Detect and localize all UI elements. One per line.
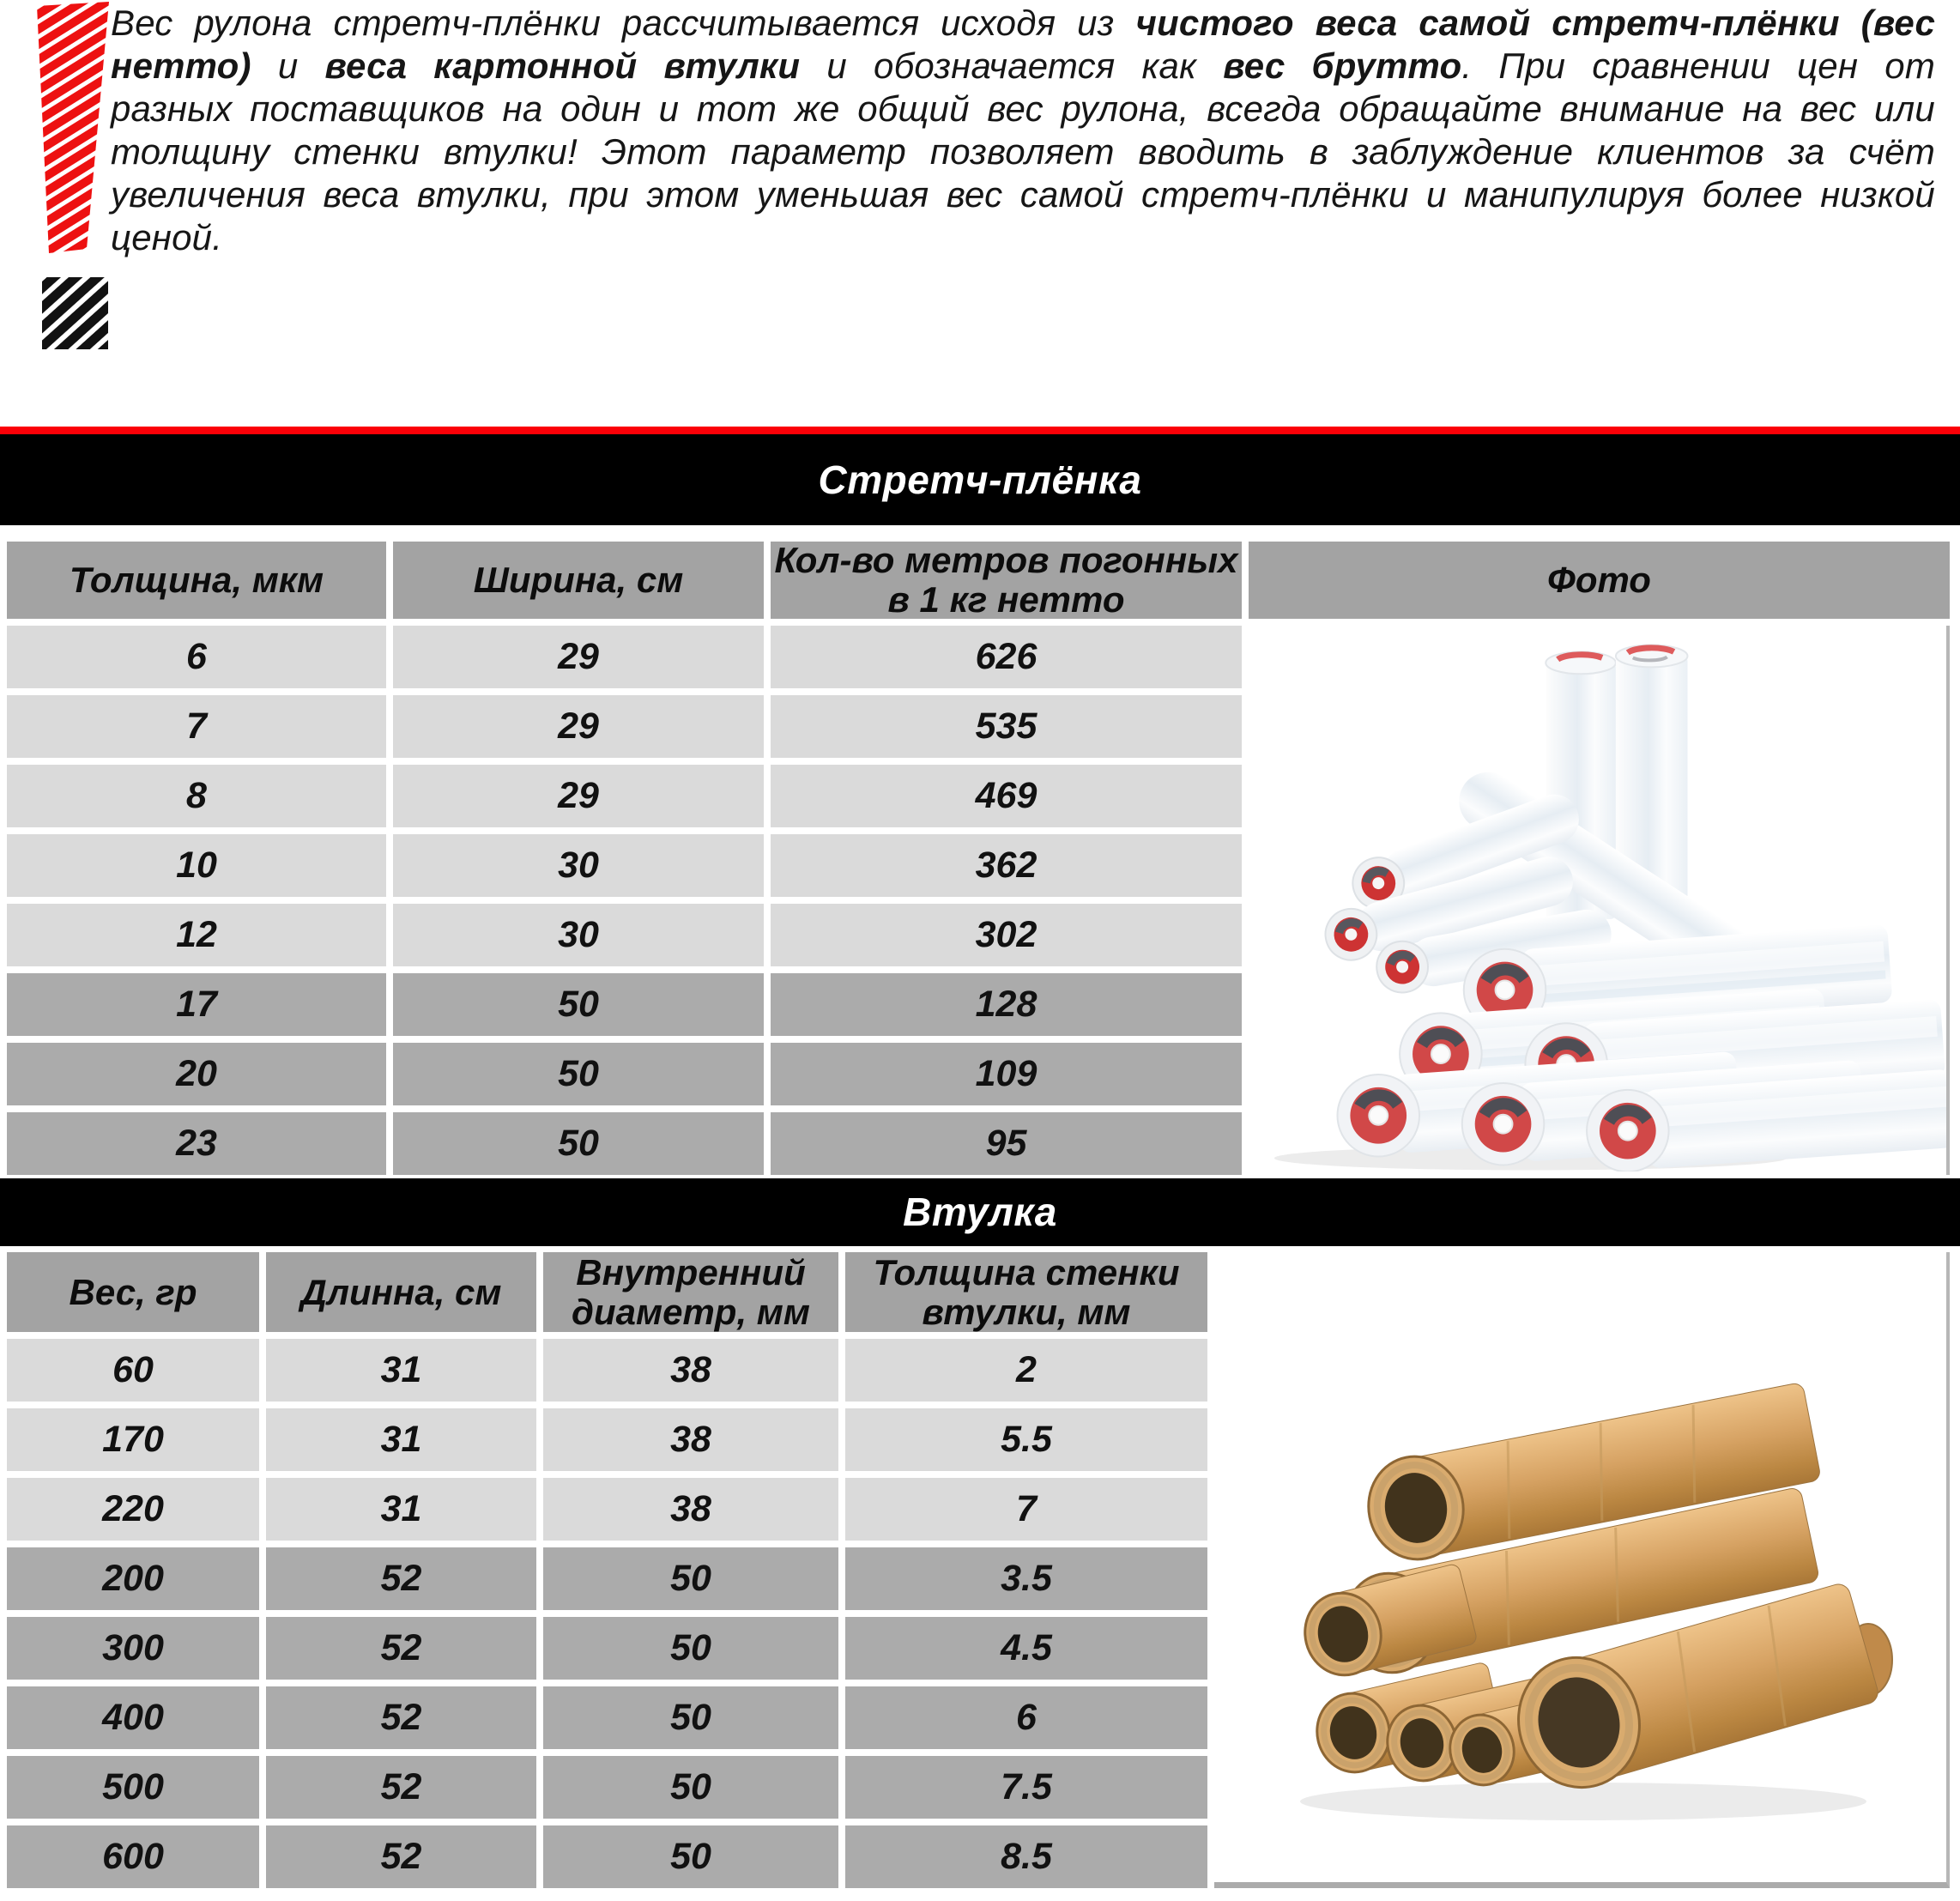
table-cell: 52 [266, 1825, 536, 1888]
table-cell: 38 [543, 1339, 838, 1402]
stretch-film-photo [1249, 626, 1946, 1171]
intro-text [111, 2, 1935, 259]
exclamation-icon [26, 2, 109, 358]
table-cell: 7 [845, 1478, 1207, 1541]
table-cell: 7.5 [845, 1756, 1207, 1819]
intro-segment-bold: чистого веса самой стретч-плёнки (вес нетто) [111, 3, 1936, 86]
table-cell: 50 [543, 1547, 838, 1610]
table-cell: 29 [393, 695, 764, 758]
table-cell: 170 [7, 1408, 259, 1471]
tube-section-title: Втулка [903, 1190, 1057, 1234]
cardboard-tubes-photo [1214, 1252, 1946, 1883]
film-section-title: Стретч-плёнка [818, 457, 1142, 502]
table-cell: 50 [393, 1043, 764, 1105]
tube-photo-cell [1214, 1252, 1950, 1888]
table-cell: 128 [771, 973, 1242, 1036]
table-cell: 50 [543, 1617, 838, 1680]
table-cell: 50 [543, 1825, 838, 1888]
column-header: Кол-во метров погонных в 1 кг нетто [771, 542, 1242, 619]
column-header: Толщина стенки втулки, мм [845, 1252, 1207, 1332]
table-cell: 200 [7, 1547, 259, 1610]
table-cell: 362 [771, 834, 1242, 897]
table-cell: 8.5 [845, 1825, 1207, 1888]
table-cell: 8 [7, 765, 386, 827]
table-cell: 469 [771, 765, 1242, 827]
table-cell: 50 [393, 1112, 764, 1175]
intro-segment-bold: веса картонной втулки [324, 45, 801, 86]
column-header: Фото [1249, 542, 1950, 619]
table-cell: 220 [7, 1478, 259, 1541]
table-cell: 29 [393, 765, 764, 827]
table-cell: 2 [845, 1339, 1207, 1402]
table-cell: 302 [771, 904, 1242, 966]
table-cell: 60 [7, 1339, 259, 1402]
table-cell: 7 [7, 695, 386, 758]
intro-segment: и обозначается как [800, 45, 1224, 86]
table-cell: 500 [7, 1756, 259, 1819]
table-cell: 5.5 [845, 1408, 1207, 1471]
table-cell: 31 [266, 1478, 536, 1541]
table-cell: 6 [7, 626, 386, 688]
table-cell: 38 [543, 1408, 838, 1471]
column-header: Вес, гр [7, 1252, 259, 1332]
table-cell: 31 [266, 1408, 536, 1471]
table-cell: 52 [266, 1547, 536, 1610]
table-cell: 109 [771, 1043, 1242, 1105]
film-section-band [0, 427, 1960, 525]
table-cell: 30 [393, 904, 764, 966]
table-cell: 17 [7, 973, 386, 1036]
intro-segment: Вес рулона стретч-плёнки рассчитывается исходя из [111, 3, 1136, 43]
table-cell: 50 [393, 973, 764, 1036]
table-cell: 400 [7, 1686, 259, 1749]
table-cell: 52 [266, 1617, 536, 1680]
table-cell: 626 [771, 626, 1242, 688]
table-cell: 12 [7, 904, 386, 966]
intro-section [0, 0, 1960, 358]
table-cell: 300 [7, 1617, 259, 1680]
tube-section-band [0, 1178, 1960, 1246]
table-cell: 50 [543, 1686, 838, 1749]
table-cell: 38 [543, 1478, 838, 1541]
column-header: Внутренний диаметр, мм [543, 1252, 838, 1332]
table-cell: 10 [7, 834, 386, 897]
film-photo-cell [1249, 626, 1950, 1175]
table-cell: 52 [266, 1756, 536, 1819]
table-cell: 31 [266, 1339, 536, 1402]
table-cell: 20 [7, 1043, 386, 1105]
table-cell: 6 [845, 1686, 1207, 1749]
column-header: Толщина, мкм [7, 542, 386, 619]
table-cell: 30 [393, 834, 764, 897]
table-cell: 600 [7, 1825, 259, 1888]
column-header: Ширина, см [393, 542, 764, 619]
table-cell: 4.5 [845, 1617, 1207, 1680]
table-cell: 52 [266, 1686, 536, 1749]
film-table [0, 525, 1960, 1175]
intro-segment: . При сравнении цен от разных поставщиков на один и тот же общий вес рулона, всегда обращайте внимание на вес или толщину стенки втулки! Этот параметр позволяет вводить в заблуждение клиентов за счёт увеличения веса втулки, при этом уменьшая вес самой стретч-плёнки и манипулируя более низкой ценой. [111, 45, 1936, 257]
table-cell: 29 [393, 626, 764, 688]
table-cell: 95 [771, 1112, 1242, 1175]
tube-table [0, 1246, 1960, 1888]
table-cell: 50 [543, 1756, 838, 1819]
column-header: Длинна, см [266, 1252, 536, 1332]
intro-segment-bold: вес брутто [1223, 45, 1462, 86]
table-cell: 23 [7, 1112, 386, 1175]
intro-segment: и [251, 45, 325, 86]
table-cell: 535 [771, 695, 1242, 758]
table-cell: 3.5 [845, 1547, 1207, 1610]
